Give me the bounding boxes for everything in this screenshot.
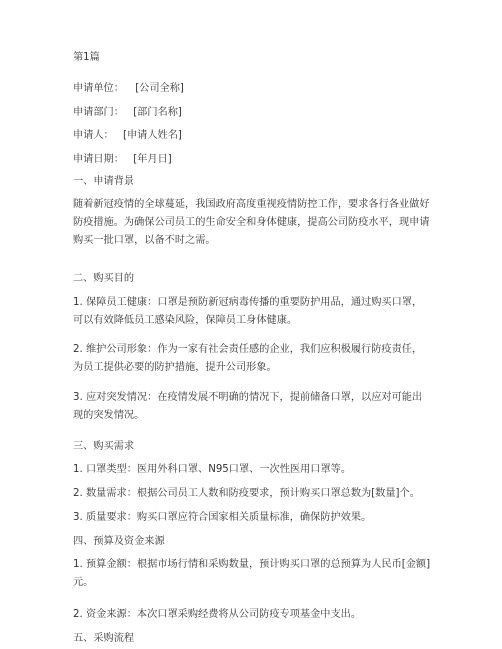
section-paragraph-background: 随着新冠疫情的全球蔓延，我国政府高度重视疫情防控工作，要求各行各业做好防疫措施。为确保公司员工的生命安全和身体健康，提高公司防疫水平，现申请购买一批口罩，以备不时之需。 — [73, 199, 430, 246]
purpose-item: 3. 应对突发情况：在疫情发展不明确的情况下，提前储备口罩，以应对可能出现的突发情况。 — [73, 392, 423, 421]
field-value: [年月日] — [133, 154, 172, 165]
section-heading-procurement: 五、采购流程 — [73, 633, 135, 644]
budget-item: 1. 预算金额：根据市场行情和采购数量，预计购买口罩的总预算为人民币[金额]元。 — [73, 559, 431, 588]
field-applicant-company — [73, 80, 184, 98]
section-heading-budget: 四、预算及资金来源 — [73, 536, 165, 547]
budget-item: 2. 资金来源：本次口罩采购经费将从公司防疫专项基金中支出。 — [73, 609, 362, 620]
page-label: 第1篇 — [73, 52, 100, 63]
purpose-item: 1. 保障员工健康：口罩是预防新冠病毒传播的重要防护用品，通过购买口罩，可以有效降低员工感染风险，保障员工身体健康。 — [73, 297, 423, 326]
field-label: 申请单位： — [73, 83, 124, 94]
requirement-item: 2. 数量需求：根据公司员工人数和防疫要求，预计购买口罩总数为[数量]个。 — [73, 488, 420, 499]
requirement-item: 3. 质量要求：购买口罩应符合国家相关质量标准，确保防护效果。 — [73, 512, 372, 523]
field-value: [公司全称] — [135, 83, 184, 94]
section-heading-purpose: 二、购买目的 — [73, 273, 135, 284]
field-applicant-department — [73, 104, 182, 122]
field-label: 申请人： — [73, 130, 114, 141]
field-label: 申请部门： — [73, 107, 124, 118]
section-heading-background: 一、申请背景 — [73, 176, 135, 187]
field-label: 申请日期： — [73, 154, 124, 165]
purpose-item: 2. 维护公司形象：作为一家有社会责任感的企业，我们应积极履行防疫责任，为员工提供必要的防护措施，提升公司形象。 — [73, 344, 423, 373]
field-application-date — [73, 151, 172, 169]
field-applicant-name — [73, 127, 182, 145]
field-value: [部门名称] — [133, 107, 182, 118]
requirement-item: 1. 口罩类型：医用外科口罩、N95口罩、一次性医用口罩等。 — [73, 464, 352, 475]
section-heading-requirements: 三、购买需求 — [73, 441, 135, 452]
field-value: [申请人姓名] — [123, 130, 182, 141]
